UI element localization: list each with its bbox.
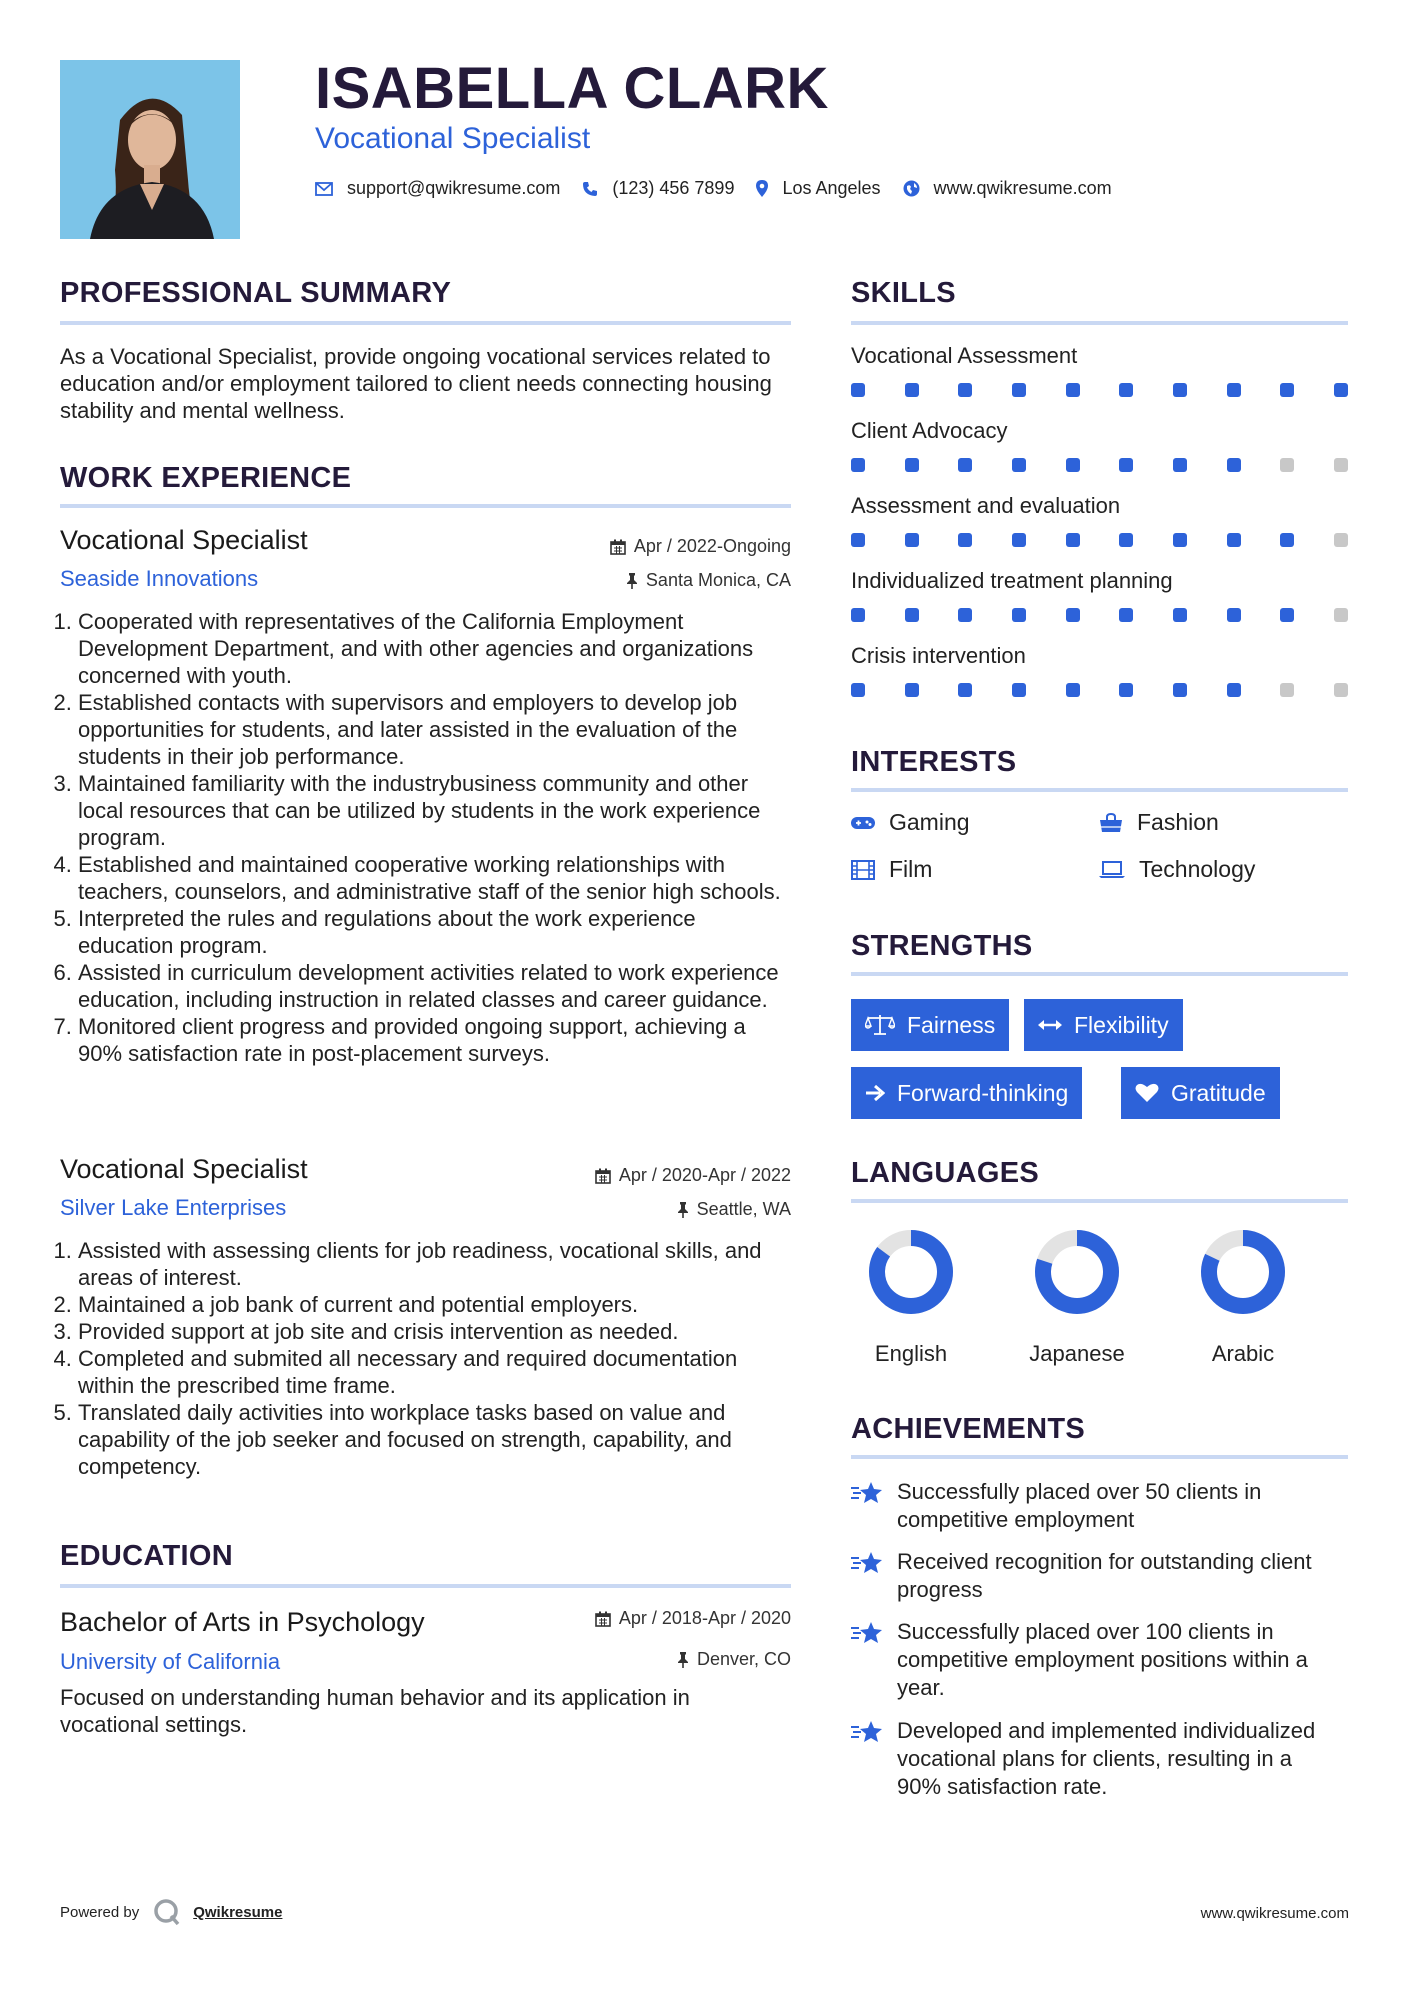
- language-label: Arabic: [1211, 1341, 1275, 1366]
- job-location: [677, 1199, 791, 1220]
- skill-dot: [851, 683, 865, 697]
- skill-dot: [1012, 458, 1026, 472]
- skill-dot: [1227, 683, 1241, 697]
- skill-dot: [1334, 683, 1348, 697]
- achievement-item: [851, 1478, 1337, 1534]
- skill-dot: [1066, 533, 1080, 547]
- strengths-heading: STRENGTHS: [851, 930, 1033, 962]
- skill-dot: [1173, 608, 1187, 622]
- achievement-text: Developed and implemented individualized vocational plans for clients, resulting in a 90% satisfaction rate.: [897, 1718, 1316, 1799]
- gamepad-icon: [851, 815, 875, 831]
- list-item: 1. Cooperated with representatives of the California Employment Development Department, and with other agencies and organizations concerned with youth.: [78, 608, 795, 689]
- skill-dot: [905, 608, 919, 622]
- skill-dot: [1227, 533, 1241, 547]
- skill-dot: [1227, 608, 1241, 622]
- list-item: 5. Translated daily activities into workplace tasks based on value and capability of the job seeker and focused on strength, capability, and competency.: [78, 1399, 795, 1480]
- education-dates: [595, 1608, 791, 1629]
- skill-dot: [1119, 383, 1133, 397]
- skill-dot: [1012, 608, 1026, 622]
- arrows-horizontal-icon: [1038, 1018, 1062, 1032]
- strength-chip-gratitude: [1121, 1067, 1280, 1119]
- skill-name: Assessment and evaluation: [851, 493, 1121, 518]
- languages-heading: LANGUAGES: [851, 1157, 1039, 1189]
- list-item: 3. Maintained familiarity with the industrybusiness community and other local resources that can be utilized by students in the work experience program.: [78, 770, 795, 851]
- skill-dot: [905, 383, 919, 397]
- list-item: 5. Interpreted the rules and regulations about the work experience education program.: [78, 905, 795, 959]
- shooting-star-icon: [851, 1719, 883, 1745]
- strength-chip-fairness: [851, 999, 1009, 1051]
- contact-website-text: www.qwikresume.com: [933, 178, 1112, 198]
- skill-dot: [1280, 458, 1294, 472]
- envelope-icon: [315, 182, 333, 196]
- strength-label: Forward-thinking: [897, 1079, 1069, 1106]
- strength-label: Flexibility: [1074, 1011, 1169, 1038]
- skill-dot: [1119, 608, 1133, 622]
- skill-name: Crisis intervention: [851, 643, 1026, 668]
- job-duties-list: [60, 1237, 795, 1480]
- strength-label: Fairness: [907, 1011, 996, 1038]
- qwikresume-logo-icon: [153, 1898, 181, 1926]
- qwikresume-link[interactable]: Qwikresume: [193, 1903, 283, 1921]
- skill-dot: [1280, 683, 1294, 697]
- contact-phone[interactable]: [582, 178, 734, 199]
- job-company: Silver Lake Enterprises: [60, 1195, 287, 1220]
- skill-dot: [905, 683, 919, 697]
- achievements-divider: [851, 1455, 1348, 1459]
- job-duties-list: [60, 608, 795, 1067]
- skill-dot: [1119, 458, 1133, 472]
- skill-dot: [851, 533, 865, 547]
- education-school: University of California: [60, 1649, 281, 1674]
- pushpin-icon: [677, 1652, 689, 1668]
- skill-dot: [851, 458, 865, 472]
- calendar-icon: [610, 539, 626, 555]
- interest-item-film: [851, 856, 932, 883]
- experience-divider: [60, 504, 791, 508]
- language-ring-arabic: [1209, 1238, 1277, 1306]
- skill-dot: [905, 458, 919, 472]
- skill-dot: [1280, 608, 1294, 622]
- achievement-text: Successfully placed over 50 clients in competitive employment: [897, 1479, 1262, 1532]
- skill-rating: [851, 683, 1348, 697]
- skills-divider: [851, 321, 1348, 325]
- languages-divider: [851, 1199, 1348, 1203]
- pushpin-icon: [677, 1202, 689, 1218]
- balance-scale-icon: [865, 1014, 895, 1036]
- interest-label: Film: [889, 856, 933, 882]
- profile-photo: [60, 60, 240, 239]
- education-heading: EDUCATION: [60, 1540, 233, 1572]
- interests-heading: INTERESTS: [851, 746, 1017, 778]
- skill-dot: [905, 533, 919, 547]
- skill-dot: [1334, 458, 1348, 472]
- strength-chip-flexibility: [1024, 999, 1183, 1051]
- skill-dot: [1119, 533, 1133, 547]
- skill-dot: [1012, 533, 1026, 547]
- powered-by-text: Powered by: [60, 1903, 140, 1921]
- list-item: 2. Maintained a job bank of current and potential employers.: [78, 1291, 795, 1318]
- list-item: 4. Completed and submited all necessary and required documentation within the prescribed time frame.: [78, 1345, 795, 1399]
- skill-dot: [1173, 683, 1187, 697]
- candidate-name: ISABELLA CLARK: [315, 56, 829, 121]
- interest-label: Fashion: [1137, 809, 1219, 835]
- skill-rating: [851, 608, 1348, 622]
- list-item: 4. Established and maintained cooperative working relationships with teachers, counselors, and administrative staff of the senior high schools.: [78, 851, 795, 905]
- job-title: Vocational Specialist: [60, 525, 308, 555]
- skill-dot: [851, 608, 865, 622]
- language-ring-japanese: [1043, 1238, 1111, 1306]
- interests-divider: [851, 788, 1348, 792]
- skill-name: Vocational Assessment: [851, 343, 1078, 368]
- map-pin-icon: [756, 180, 768, 197]
- language-label: Japanese: [1029, 1341, 1125, 1366]
- skill-dot: [1066, 383, 1080, 397]
- education-dates-text: Apr / 2018-Apr / 2020: [618, 1608, 791, 1628]
- job-dates-text: Apr / 2020-Apr / 2022: [618, 1165, 791, 1185]
- skill-rating: [851, 533, 1348, 547]
- heart-icon: [1135, 1083, 1159, 1103]
- strength-chip-forward-thinking: [851, 1067, 1082, 1119]
- skill-dot: [1173, 383, 1187, 397]
- achievement-item: [851, 1618, 1337, 1702]
- arrow-right-icon: [865, 1084, 885, 1102]
- candidate-role: Vocational Specialist: [315, 122, 591, 155]
- contact-website[interactable]: [903, 178, 1112, 199]
- interest-label: Technology: [1139, 856, 1256, 882]
- shooting-star-icon: [851, 1620, 883, 1646]
- list-item: 2. Established contacts with supervisors and employers to develop job opportunities for students, and later assisted in the evaluation of the students in their job performance.: [78, 689, 795, 770]
- achievement-text: Successfully placed over 100 clients in competitive employment positions within a year.: [897, 1619, 1308, 1700]
- job-location-text: Santa Monica, CA: [645, 570, 791, 590]
- job-location-text: Seattle, WA: [696, 1199, 791, 1219]
- list-item: 6. Assisted in curriculum development activities related to work experience education, including instruction in related classes and career guidance.: [78, 959, 795, 1013]
- skill-dot: [958, 533, 972, 547]
- list-item: 7. Monitored client progress and provided ongoing support, achieving a 90% satisfaction rate in post-placement surveys.: [78, 1013, 795, 1067]
- job-title: Vocational Specialist: [60, 1154, 308, 1184]
- laptop-icon: [1099, 861, 1125, 879]
- contact-location: [756, 178, 880, 199]
- list-item: 3. Provided support at job site and crisis intervention as needed.: [78, 1318, 795, 1345]
- skill-name: Client Advocacy: [851, 418, 1008, 443]
- job-dates: [595, 1165, 791, 1186]
- skill-dot: [1173, 533, 1187, 547]
- experience-heading: WORK EXPERIENCE: [60, 462, 352, 494]
- skill-dot: [958, 683, 972, 697]
- interest-item-fashion: [1099, 809, 1219, 836]
- skill-dot: [1334, 533, 1348, 547]
- achievements-heading: ACHIEVEMENTS: [851, 1413, 1086, 1445]
- calendar-icon: [595, 1168, 611, 1184]
- language-rings: [851, 1225, 1348, 1345]
- language-label: English: [874, 1341, 948, 1366]
- education-location: [677, 1649, 791, 1670]
- education-divider: [60, 1584, 791, 1588]
- strength-label: Gratitude: [1171, 1079, 1266, 1106]
- list-item: 1. Assisted with assessing clients for job readiness, vocational skills, and areas of interest.: [78, 1237, 795, 1291]
- language-ring-english: [877, 1238, 945, 1306]
- strengths-divider: [851, 972, 1348, 976]
- skill-dot: [1119, 683, 1133, 697]
- phone-icon: [582, 181, 598, 197]
- skill-dot: [1334, 608, 1348, 622]
- shooting-star-icon: [851, 1550, 883, 1576]
- education-degree: Bachelor of Arts in Psychology: [60, 1607, 425, 1637]
- achievement-text: Received recognition for outstanding client progress: [897, 1549, 1312, 1602]
- contact-location-text: Los Angeles: [782, 178, 881, 198]
- skill-rating: [851, 383, 1348, 397]
- contact-email[interactable]: [315, 178, 560, 199]
- job-dates: [610, 536, 791, 557]
- job-dates-text: Apr / 2022-Ongoing: [633, 536, 791, 556]
- summary-heading: PROFESSIONAL SUMMARY: [60, 277, 452, 309]
- person-portrait-icon: [60, 60, 240, 239]
- skill-dot: [1012, 683, 1026, 697]
- summary-divider: [60, 321, 791, 325]
- shooting-star-icon: [851, 1480, 883, 1506]
- skill-dot: [1334, 383, 1348, 397]
- skill-dot: [1066, 683, 1080, 697]
- achievement-item: [851, 1717, 1337, 1801]
- contact-bar: [315, 178, 1134, 199]
- footer-url[interactable]: www.qwikresume.com: [1200, 1905, 1349, 1922]
- skill-name: Individualized treatment planning: [851, 568, 1173, 593]
- pushpin-icon: [626, 573, 638, 589]
- skills-heading: SKILLS: [851, 277, 956, 309]
- shopping-bag-icon: [1099, 813, 1123, 833]
- skill-rating: [851, 458, 1348, 472]
- powered-by: [60, 1898, 282, 1926]
- skill-dot: [1227, 383, 1241, 397]
- interest-item-gaming: [851, 809, 970, 836]
- skill-dot: [1066, 458, 1080, 472]
- skill-dot: [1280, 533, 1294, 547]
- skill-dot: [1280, 383, 1294, 397]
- summary-text: As a Vocational Specialist, provide ongoing vocational services related to education and/or employment tailored to client needs connecting housing stability and mental wellness.: [60, 344, 772, 423]
- job-company: Seaside Innovations: [60, 566, 259, 591]
- contact-email-text: support@qwikresume.com: [347, 178, 561, 198]
- skill-dot: [1227, 458, 1241, 472]
- achievement-item: [851, 1548, 1337, 1604]
- skill-dot: [1012, 383, 1026, 397]
- film-icon: [851, 860, 875, 880]
- skill-dot: [1173, 458, 1187, 472]
- contact-phone-text: (123) 456 7899: [612, 178, 735, 198]
- calendar-icon: [595, 1611, 611, 1627]
- skill-dot: [958, 608, 972, 622]
- job-location: [626, 570, 791, 591]
- skill-dot: [958, 383, 972, 397]
- interest-label: Gaming: [889, 809, 970, 835]
- education-description: Focused on understanding human behavior and its application in vocational settings.: [60, 1685, 690, 1737]
- skill-dot: [1066, 608, 1080, 622]
- skill-dot: [851, 383, 865, 397]
- skill-dot: [958, 458, 972, 472]
- globe-icon: [903, 180, 920, 197]
- education-location-text: Denver, CO: [696, 1649, 791, 1669]
- interest-item-technology: [1099, 856, 1255, 883]
